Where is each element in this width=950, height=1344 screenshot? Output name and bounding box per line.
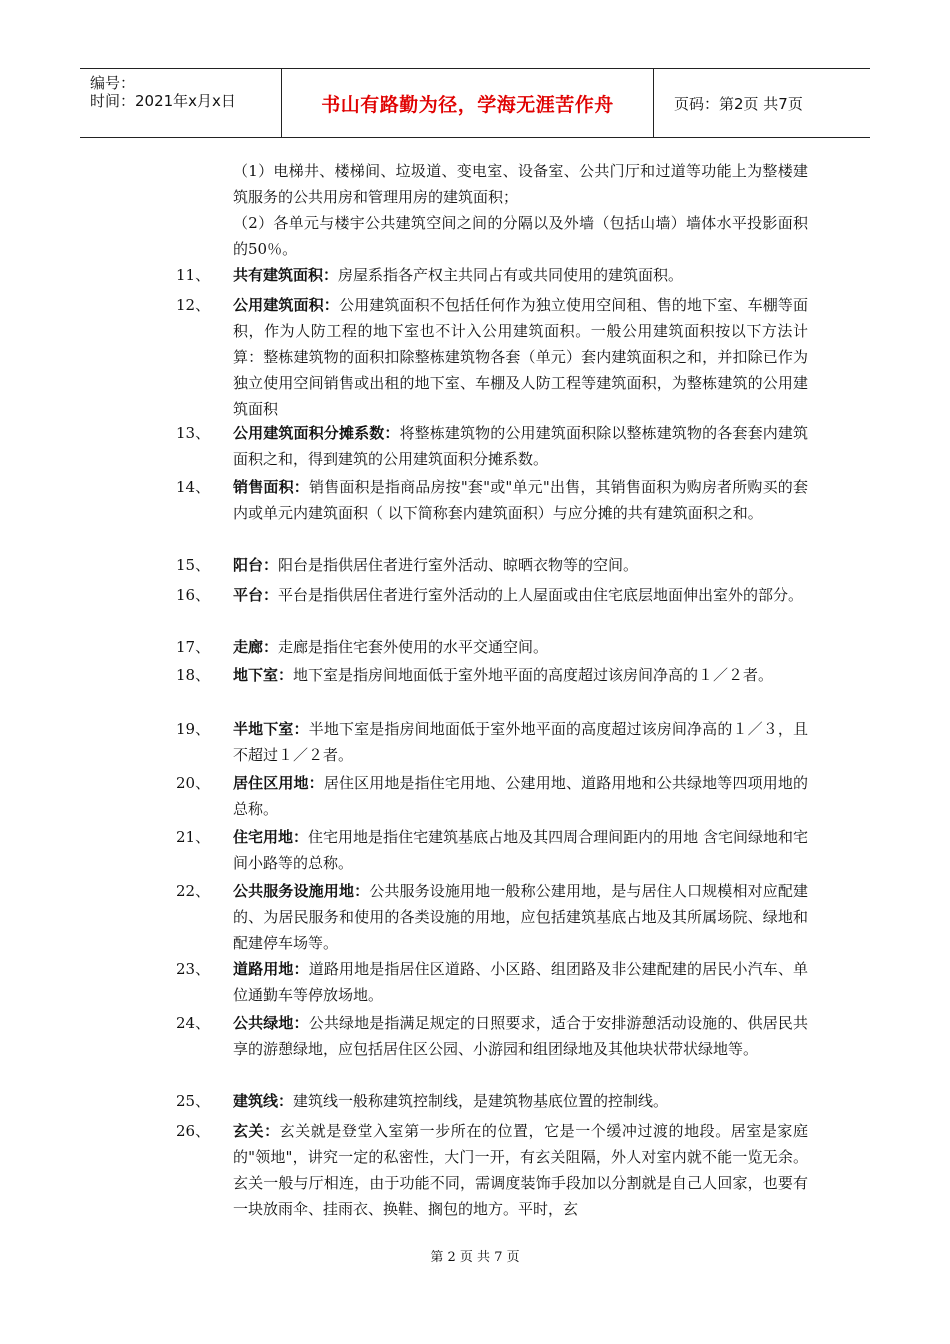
- item-term: 公共绿地：: [233, 1014, 309, 1032]
- item-definition: 住宅用地是指住宅建筑基底占地及其四周合理间距内的用地 含宅间绿地和宅间小路等的总称。: [233, 828, 808, 872]
- item-term: 半地下室：: [233, 720, 309, 738]
- item-definition: 地下室是指房间地面低于室外地平面的高度超过该房间净高的１／２者。: [293, 666, 774, 684]
- item-number: 19、: [176, 720, 211, 738]
- page-header: [80, 68, 870, 138]
- item-definition: 公用建筑面积不包括任何作为独立使用空间租、售的地下室、车棚等面积，作为人防工程的地下室也不计入公用建筑面积。一般公用建筑面积按以下方法计算：整栋建筑物的面积扣除整栋建筑物各套（单元）套内建筑面积之和，并扣除已作为独立使用空间销售或出租的地下室、车棚及人防工程等建筑面积，为整栋建筑的公用建筑面积: [233, 296, 808, 418]
- item-term: 住宅用地：: [233, 828, 309, 846]
- item-number: 23、: [176, 960, 211, 978]
- list-item: [176, 292, 808, 422]
- intro-paragraph-1: （1）电梯井、楼梯间、垃圾道、变电室、设备室、公共门厅和过道等功能上为整楼建筑服务的公共用房和管理用房的建筑面积；: [233, 162, 808, 206]
- item-number: 13、: [176, 424, 211, 442]
- document-number-label: 编号：: [90, 74, 136, 92]
- item-term: 共有建筑面积：: [233, 266, 339, 284]
- item-number: 15、: [176, 556, 211, 574]
- item-definition: 销售面积是指商品房按"套"或"单元"出售，其销售面积为购房者所购买的套内或单元内建筑面积（ 以下简称套内建筑面积）与应分摊的共有建筑面积之和。: [233, 478, 808, 522]
- item-number: 22、: [176, 882, 211, 900]
- item-definition: 居住区用地是指住宅用地、公建用地、道路用地和公共绿地等四项用地的总称。: [233, 774, 808, 818]
- page-number-text: 页码：第2页 共7页: [674, 94, 803, 113]
- item-definition: 房屋系指各产权主共同占有或共同使用的建筑面积。: [338, 266, 684, 284]
- item-definition: 建筑线一般称建筑控制线，是建筑物基底位置的控制线。: [293, 1092, 669, 1110]
- header-meta: [80, 69, 280, 137]
- item-number: 17、: [176, 638, 211, 656]
- item-definition: 公共服务设施用地一般称公建用地，是与居住人口规模相对应配建的、为居民服务和使用的各类设施的用地，应包括建筑基底占地及其所属场院、绿地和配建停车场等。: [233, 882, 808, 952]
- item-definition: 道路用地是指居住区道路、小区路、组团路及非公建配建的居民小汽车、单位通勤车等停放场地。: [233, 960, 808, 1004]
- item-term: 建筑线：: [233, 1092, 294, 1110]
- list-item: [176, 552, 808, 578]
- intro-paragraph-2: （2）各单元与楼宇公共建筑空间之间的分隔以及外墙（包括山墙）墙体水平投影面积的50％。: [233, 214, 808, 258]
- item-term: 阳台：: [233, 556, 279, 574]
- item-term: 居住区用地：: [233, 774, 324, 792]
- list-item: [176, 824, 808, 876]
- list-item: [176, 1088, 808, 1114]
- page-footer: 第 2 页 共 7 页: [430, 1250, 520, 1265]
- item-definition: 阳台是指供居住者进行室外活动、晾晒衣物等的空间。: [278, 556, 639, 574]
- list-item: [176, 262, 808, 288]
- item-number: 11、: [176, 266, 211, 284]
- item-definition: 半地下室是指房间地面低于室外地平面的高度超过该房间净高的１／３，且不超过１／２者。: [233, 720, 808, 764]
- item-term: 公用建筑面积：: [233, 296, 339, 314]
- list-item: [176, 1010, 808, 1062]
- list-item: [176, 878, 808, 956]
- list-item: [176, 956, 808, 1008]
- item-term: 道路用地：: [233, 960, 309, 978]
- list-item: [176, 634, 808, 660]
- item-number: 26、: [176, 1122, 211, 1140]
- item-definition: 玄关就是登堂入室第一步所在的位置，它是一个缓冲过渡的地段。居室是家庭的"领地"，讲究一定的私密性，大门一开，有玄关阻隔，外人对室内就不能一览无余。玄关一般与厅相连，由于功能不同，需调度装饰手段加以分割就是自己人回家，也要有一块放雨伞、挂雨衣、换鞋、搁包的地方。平时，玄: [233, 1122, 808, 1218]
- item-number: 20、: [176, 774, 211, 792]
- list-item: [176, 582, 808, 608]
- item-number: 12、: [176, 296, 211, 314]
- item-number: 14、: [176, 478, 211, 496]
- list-item: [176, 1118, 808, 1222]
- item-number: 25、: [176, 1092, 211, 1110]
- item-definition: 将整栋建筑物的公用建筑面积除以整栋建筑物的各套套内建筑面积之和，得到建筑的公用建筑面积分摊系数。: [233, 424, 808, 468]
- header-page-number: [664, 69, 870, 137]
- item-term: 平台：: [233, 586, 279, 604]
- item-term: 销售面积：: [233, 478, 309, 496]
- item-term: 地下室：: [233, 666, 294, 684]
- item-number: 18、: [176, 666, 211, 684]
- item-number: 16、: [176, 586, 211, 604]
- item-definition: 公共绿地是指满足规定的日照要求，适合于安排游憩活动设施的、供居民共享的游憩绿地，应包括居住区公园、小游园和组团绿地及其他块状带状绿地等。: [233, 1014, 808, 1058]
- item-term: 玄关：: [233, 1122, 280, 1140]
- list-item: [176, 474, 808, 526]
- item-term: 公共服务设施用地：: [233, 882, 370, 900]
- item-number: 21、: [176, 828, 211, 846]
- header-motto: 书山有路勤为径，学海无涯苦作舟: [281, 69, 654, 137]
- list-item: [176, 662, 808, 688]
- item-number: 24、: [176, 1014, 211, 1032]
- document-date-label: 时间：2021年x月x日: [90, 92, 236, 110]
- item-term: 公用建筑面积分摊系数：: [233, 424, 400, 442]
- item-definition: 走廊是指住宅套外使用的水平交通空间。: [278, 638, 549, 656]
- list-item: [176, 420, 808, 472]
- item-definition: 平台是指供居住者进行室外活动的上人屋面或由住宅底层地面伸出室外的部分。: [278, 586, 804, 604]
- list-item: [176, 770, 808, 822]
- item-term: 走廊：: [233, 638, 279, 656]
- list-item: [176, 716, 808, 768]
